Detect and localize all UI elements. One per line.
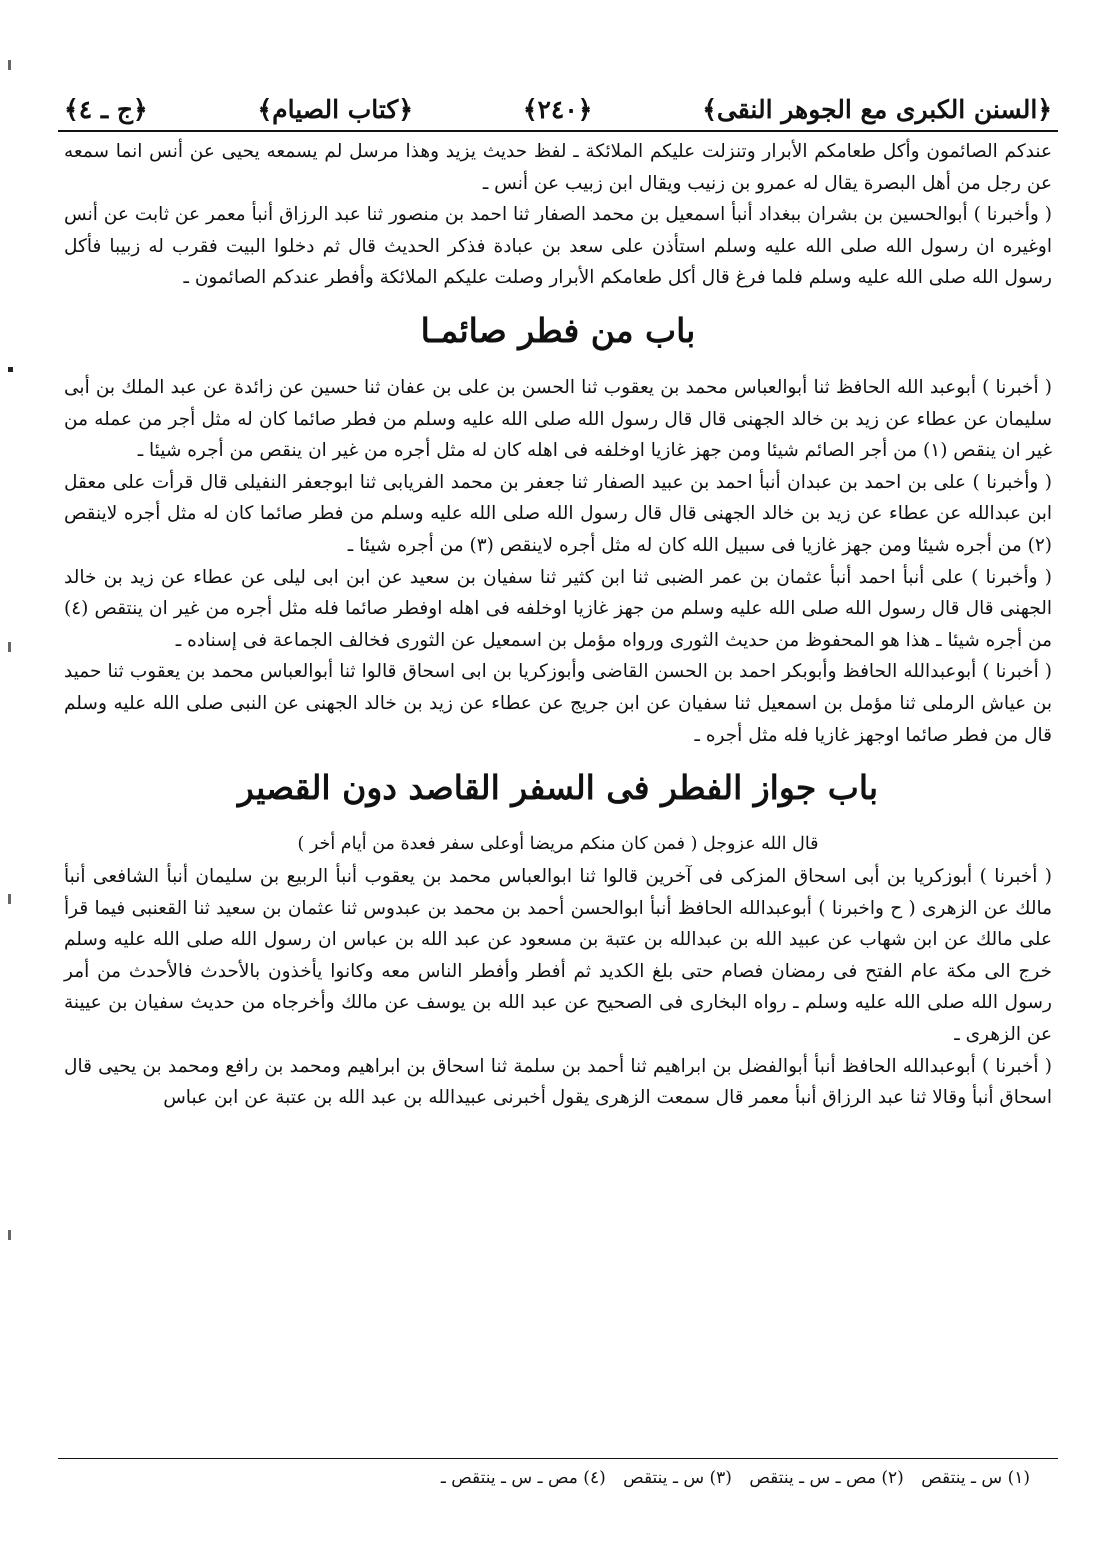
header-volume: ﴿ج ـ ٤﴾ [64, 94, 148, 124]
footnote-divider [58, 1458, 1058, 1459]
chapter-title: باب جواز الفطر فى السفر القاصد دون القصير [237, 768, 879, 808]
footnote: (٤) مص ـ س ـ ينتقص ـ [440, 1468, 606, 1488]
footnotes [58, 1468, 1058, 1488]
quran-verse: قال الله عزوجل ( فمن كان منكم مريضا أوعلى سفر فعدة من أيام أخر ) [297, 834, 819, 855]
paragraph: ( أخبرنا ) أبوعبدالله الحافظ وأبوبكر احمد بن الحسن القاضى وأبوزكريا بن ابى اسحاق قالوا ثنا أبوالعباس محمد بن يعقوب ثنا حميد بن عياش الرملى ثنا مؤمل بن اسمعيل ثنا سفيان عن ابن جريج عن عطاء عن زيد بن خالد الجهنى عن النبى صلى الله عليه وسلم قال من فطر صائما اوجهز غازيا فله مثل أجره ـ [64, 661, 1052, 746]
paragraph: ( وأخبرنا ) على أنبأ احمد أنبأ عثمان بن عمر الضبى ثنا ابن كثير ثنا سفيان بن سعيد عن ابن ابى ليلى عن عطاء عن زيد بن خالد الجهنى قال قال رسول الله صلى الله عليه وسلم من جهز غازيا اوخلفه فى اهله اوفطر صائما فله مثل أجره من غير ان ينتقص (٤) من أجره شيئا ـ هذا هو المحفوظ من حديث الثورى ورواه مؤمل بن اسمعيل عن الثورى فخالف الجماعة فى إسناده ـ [64, 566, 1052, 651]
footnote: (٣) س ـ ينتقص [623, 1468, 732, 1488]
paragraph: ( أخبرنا ) أبوعبدالله الحافظ أنبأ أبوالفضل بن ابراهيم ثنا أحمد بن سلمة ثنا اسحاق بن ابراهيم ومحمد بن رافع ومحمد بن يحيى قال اسحاق أنبأ وقالا ثنا عبد الرزاق أنبأ معمر قال سمعت الزهرى يقول أخبرنى عبيدالله بن عبد الله بن عتبة عن ابن عباس [64, 1055, 1052, 1109]
margin-mark [8, 60, 11, 70]
chapter-title: باب من فطر صائمـا [420, 310, 696, 350]
footnote: (٢) مص ـ س ـ ينتقص [749, 1468, 904, 1488]
margin-mark [8, 1230, 11, 1240]
page-header [58, 88, 1058, 132]
margin-mark [8, 894, 11, 904]
paragraph: ( أخبرنا ) أبوعبد الله الحافظ ثنا أبوالعباس محمد بن يعقوب ثنا الحسن بن على بن عفان ثنا حسين عن زائدة عن عبد الملك بن أبى سليمان عن عطاء عن زيد بن خالد الجهنى قال قال رسول الله صلى الله عليه وسلم من فطر صائما كان له مثل أجر من عمله من غير ان ينقص (١) من أجر الصائم شيئا ومن جهز غازيا اوخلفه فى اهله كان له مثل أجره من غير ان ينقص من أجره شيئا ـ [64, 376, 1052, 462]
paragraph: ( وأخبرنا ) على بن احمد بن عبدان أنبأ احمد بن عبيد الصفار ثنا جعفر بن محمد الفريابى ثنا ابوجعفر النفيلى قال قرأت على معقل ابن عبدالله عن عطاء عن زيد بن خالد الجهنى قال قال رسول الله صلى الله عليه وسلم من فطر صائما كان له مثل أجره لاينقص (٢) من أجره شيئا ومن جهز غازيا فى سبيل الله كان له مثل أجره لاينقص (٣) من أجره شيئا ـ [64, 471, 1052, 556]
book-page [58, 88, 1058, 1498]
margin-dot [8, 367, 13, 372]
header-book: ﴿كتاب الصيام﴾ [257, 94, 413, 124]
paragraph: ( وأخبرنا ) أبوالحسين بن بشران ببغداد أنبأ اسمعيل بن محمد الصفار ثنا احمد بن منصور ثنا عبد الرزاق أنبأ معمر عن ثابت عن أنس اوغيره ان رسول الله صلى الله عليه وسلم استأذن على سعد بن عبادة فذكر الحديث قال ثم دخلوا البيت فقرب له زبيبا فأكل رسول الله صلى الله عليه وسلم فلما فرغ قال أكل طعامكم الأبرار وصلت عليكم الملائكة وأفطر عندكم الصائمون ـ [64, 204, 1052, 289]
footnote: (١) س ـ ينتقص [921, 1468, 1030, 1488]
margin-mark [8, 642, 11, 652]
header-page-number: ﴿٢٤٠﴾ [522, 94, 593, 124]
paragraph: عندكم الصائمون وأكل طعامكم الأبرار وتنزلت عليكم الملائكة ـ لفظ حديث يزيد وهذا مرسل لم يسمعه يحيى عن أنس انما سمعه عن رجل من أهل البصرة يقال له عمرو بن زنيب ويقال ابن زبيب عن أنس ـ [64, 141, 1052, 194]
page-body [58, 132, 1058, 1114]
paragraph: ( أخبرنا ) أبوزكريا بن أبى اسحاق المزكى فى آخرين قالوا ثنا ابوالعباس محمد بن يعقوب أنبأ الربيع بن سليمان أنبأ الشافعى أنبأ مالك عن الزهرى ( ح واخبرنا ) أبوعبدالله الحافظ أنبأ ابوالحسن أحمد بن محمد بن عبدوس ثنا عثمان بن سعيد ثنا القعنبى فيما قرأ على مالك عن ابن شهاب عن عبيد الله بن عبدالله بن عتبة بن مسعود عن عبد الله بن عباس ان رسول الله صلى الله عليه وسلم خرج الى مكة عام الفتح فى رمضان فصام حتى بلغ الكديد ثم أفطر وأفطر الناس معه وكانوا يأخذون بالأحدث فالأحدث من أمر رسول الله صلى الله عليه وسلم ـ رواه البخارى فى الصحيح عن عبد الله بن يوسف عن مالك وأخرجاه من حديث سفيان بن عيينة عن الزهرى ـ [64, 866, 1052, 1046]
header-title: ﴿السنن الكبرى مع الجوهر النقى﴾ [702, 94, 1052, 124]
